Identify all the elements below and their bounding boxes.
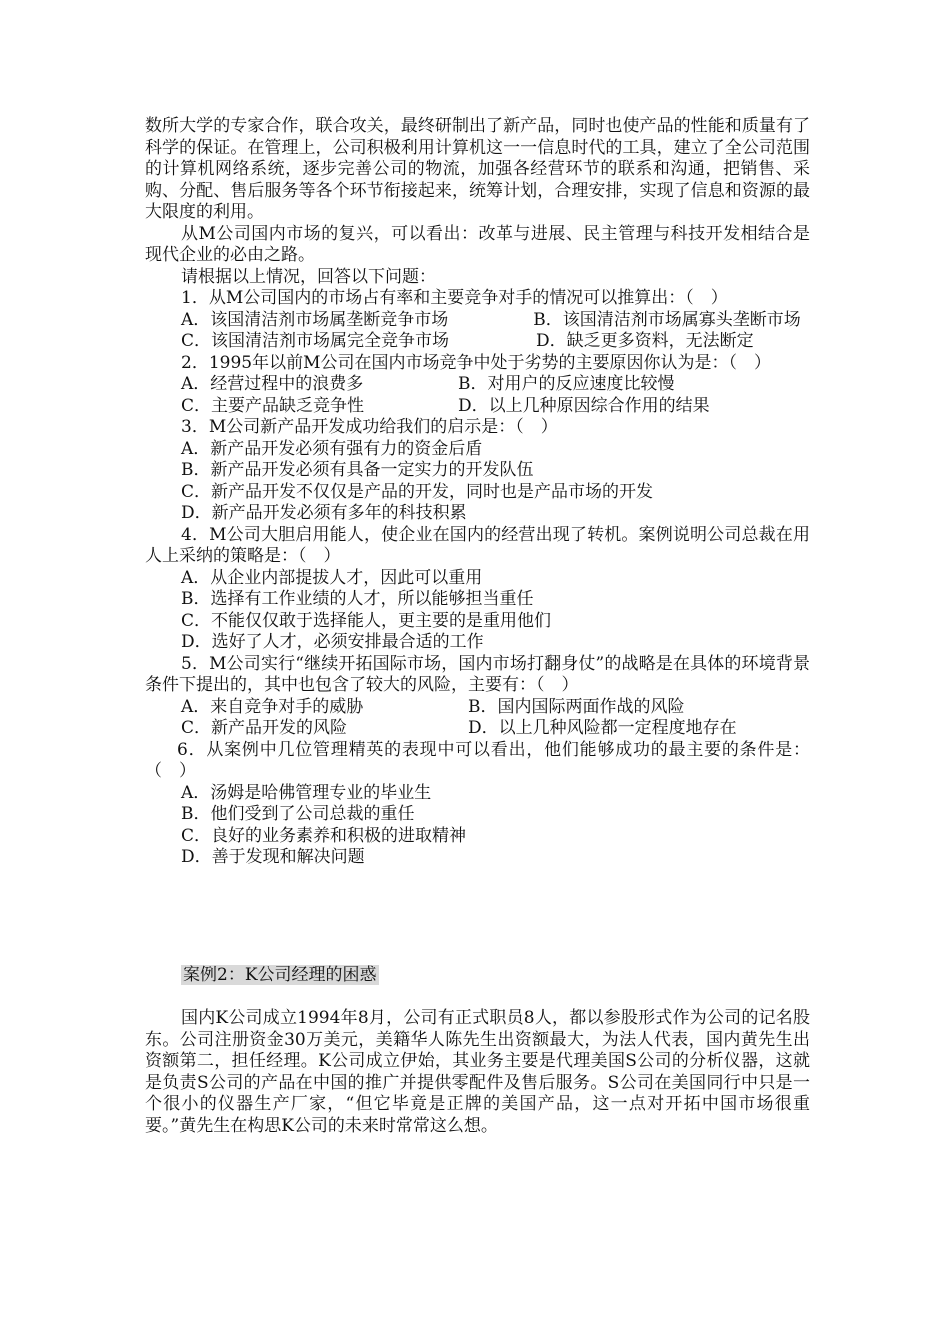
intro-paragraph: 数所大学的专家合作，联合攻关，最终研制出了新产品，同时也使产品的性能和质量有了科学的保证。在管理上，公司积极利用计算机这一一信息时代的工具，建立了全公司范围的计算机网络系统，逐步完善公司的物流，加强各经营环节的联系和沟通，把销售、采购、分配、售后服务等各个环节衔接起来，统筹计划，合理安排，实现了信息和资源的最大限度的利用。 [145, 116, 810, 222]
option-line [145, 310, 810, 332]
option-d: D．缺乏更多资料，无法断定 [536, 331, 754, 351]
option-b: B．对用户的反应速度比较慢 [458, 374, 675, 394]
questions-prompt: 请根据以上情况，回答以下问题： [181, 266, 436, 287]
question-stem: 4．M公司大胆启用能人，使企业在国内的经营出现了转机。案例说明公司总裁在用人上采纳的策略是：（ ） [145, 524, 810, 566]
question-stem: 5．M公司实行“继续开拓国际市场，国内市场打翻身仗”的战略是在具体的环境背景条件下提出的，其中也包含了较大的风险，主要有：（ ） [145, 653, 810, 695]
option-a: A．来自竞争对手的威胁 [181, 696, 364, 717]
question-stem: 6．从案例中几位管理精英的表现中可以看出，他们能够成功的最主要的条件是：（ ） [145, 739, 810, 781]
conclusion-paragraph: 从M公司国内市场的复兴，可以看出：改革与进展、民主管理与科技开发相结合是现代企业的必由之路。 [145, 223, 810, 265]
option-b: B．国内国际两面作战的风险 [468, 696, 685, 717]
question-stem: 1．从M公司国内的市场占有率和主要竞争对手的情况可以推算出：（ ） [181, 288, 728, 308]
option-b: B．该国清洁剂市场属寡头垄断市场 [533, 309, 801, 330]
option-c: C．新产品开发不仅仅是产品的开发，同时也是产品市场的开发 [181, 481, 654, 502]
option-a: A．从企业内部提拔人才，因此可以重用 [181, 567, 483, 588]
option-d: D．新产品开发必须有多年的科技积累 [181, 503, 467, 523]
option-row [145, 396, 810, 418]
option-d: D．以上几种风险都一定程度地存在 [468, 718, 737, 738]
option-c: C．主要产品缺乏竞争性 [181, 395, 365, 416]
option-row [145, 331, 810, 353]
option-c: C．良好的业务素养和积极的进取精神 [181, 825, 467, 846]
option-row [145, 718, 810, 740]
option-a: A．该国清洁剂市场属垄断竞争市场 [181, 309, 449, 330]
question-stem: 3．M公司新产品开发成功给我们的启示是：（ ） [181, 417, 558, 437]
option-d: D．善于发现和解决问题 [181, 847, 365, 867]
option-d: D．以上几种原因综合作用的结果 [458, 395, 710, 416]
case-title: 案例2：K公司经理的困惑 [183, 964, 377, 985]
option-a: A．经营过程中的浪费多 [181, 374, 364, 394]
option-c: C．该国清洁剂市场属完全竞争市场 [181, 331, 450, 351]
option-b: B．选择有工作业绩的人才，所以能够担当重任 [181, 589, 534, 609]
option-c: C．不能仅仅敢于选择能人，更主要的是重用他们 [181, 610, 552, 631]
option-a: A．汤姆是哈佛管理专业的毕业生 [181, 782, 432, 803]
option-c: C．新产品开发的风险 [181, 718, 348, 738]
option-b: B．他们受到了公司总裁的重任 [181, 804, 415, 824]
question-stem: 2．1995年以前M公司在国内市场竞争中处于劣势的主要原因你认为是：（ ） [181, 352, 771, 373]
option-row [145, 374, 810, 396]
spacer [145, 986, 810, 1008]
option-b: B．新产品开发必须有具备一定实力的开发队伍 [181, 460, 534, 480]
option-a: A．新产品开发必须有强有力的资金后盾 [181, 438, 483, 459]
option-row [145, 697, 810, 719]
spacer [145, 869, 810, 965]
case-paragraph: 国内K公司成立1994年8月，公司有正式职员8人，都以参股形式作为公司的记名股东。公司注册资金30万美元，美籍华人陈先生出资额最大，为法人代表，国内黄先生出资额第二，担任经理。K公司成立伊始，其业务主要是代理美国S公司的分析仪器，这就是负责S公司的产品在中国的推广并提供零配件及售后服务。S公司在美国同行中只是一个很小的仪器生产厂家，“但它毕竟是正牌的美国产品，这一点对开拓中国市场很重要。”黄先生在构思K公司的未来时常常这么想。 [145, 1008, 810, 1136]
document-page [145, 116, 810, 1137]
option-d: D．选好了人才，必须安排最合适的工作 [181, 632, 484, 652]
